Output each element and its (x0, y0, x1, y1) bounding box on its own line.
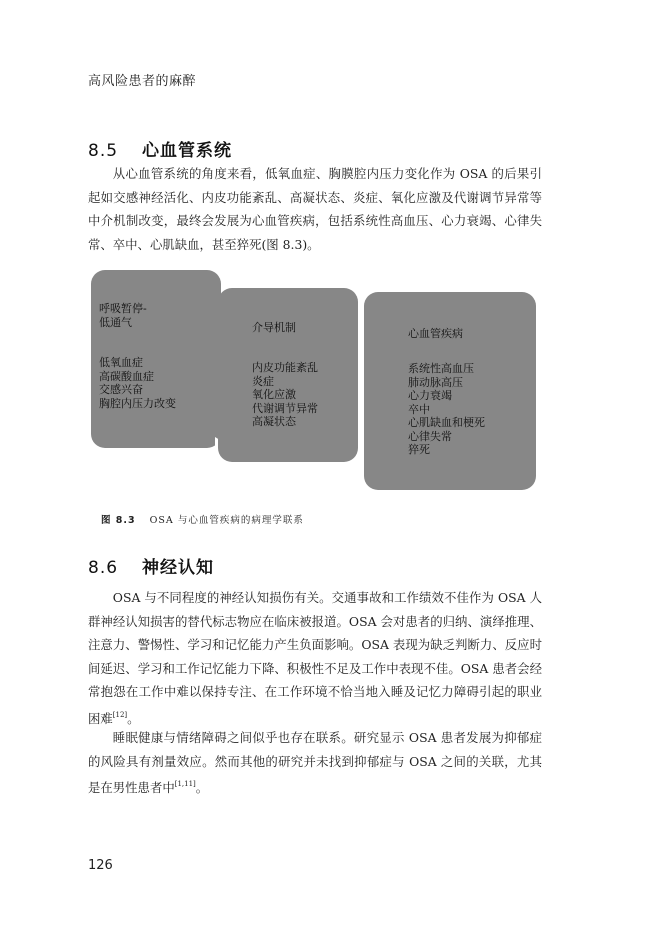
box-list-item: 心肌缺血和梗死 (408, 416, 485, 429)
figure-box-apnea (91, 270, 221, 448)
section-title-text: 神经认知 (142, 558, 214, 578)
figure-caption (101, 512, 304, 526)
figure-box-cardiovascular (364, 292, 536, 490)
box-list-item: 肺动脉高压 (408, 375, 463, 389)
box-list-item: 交感兴奋 (99, 383, 143, 396)
paragraph-end: 。 (127, 710, 140, 726)
box-list (252, 361, 318, 429)
box-heading-line: 心血管疾病 (408, 327, 463, 340)
figure-caption-label: 图 8.3 (101, 515, 136, 526)
section-title-text: 心血管系统 (142, 141, 232, 161)
box-heading-line: 呼吸暂停- (99, 302, 147, 315)
figure-caption-text: OSA 与心血管疾病的病理学联系 (149, 515, 304, 526)
box-list-item: 内皮功能紊乱 (252, 361, 318, 374)
box-list-item: 代谢调节异常 (252, 401, 318, 415)
box-heading-line: 低通气 (99, 315, 132, 329)
page-number: 126 (88, 858, 113, 873)
citation: [1,11] (174, 780, 196, 788)
section-8-6-paragraph-2 (88, 726, 542, 800)
box-list-item: 高凝状态 (252, 415, 296, 428)
paragraph-end: 。 (195, 780, 209, 795)
section-8-6-title (88, 553, 214, 578)
box-list-item: 氧化应激 (252, 388, 296, 401)
box-list-item: 胸腔内压力改变 (99, 396, 176, 410)
box-list-item: 炎症 (252, 374, 274, 388)
section-8-6-paragraph-1 (88, 586, 542, 730)
box-list-item: 猝死 (408, 443, 430, 456)
figure-box-mechanism (218, 288, 358, 462)
box-list (99, 356, 176, 410)
box-list-item: 系统性高血压 (408, 362, 474, 375)
box-list-item: 心力衰竭 (408, 389, 452, 402)
section-number: 8.6 (88, 558, 119, 578)
box-list-item: 低氧血症 (99, 356, 143, 369)
section-8-5-paragraph: 从心血管系统的角度来看，低氧血症、胸膜腔内压力变化作为 OSA 的后果引起如交感神经活化、内皮功能紊乱、高凝状态、炎症、氧化应激及代谢调节异常等中介机制改变，最终会发展为心血管疾病，包括系统性高血压、心力衰竭、心律失常、卒中、心肌缺血，甚至猝死(图 8.3)。 (88, 166, 542, 252)
paragraph-text: 睡眠健康与情绪障碍之间似乎也存在联系。研究显示 OSA 患者发展为抑郁症的风险具有剂量效应。然而其他的研究并未找到抑郁症与 OSA 之间的关联，尤其是在男性患者中 (88, 730, 542, 795)
section-number: 8.5 (88, 141, 119, 161)
running-head: 高风险患者的麻醉 (88, 74, 197, 89)
box-list-item: 高碳酸血症 (99, 369, 154, 383)
paragraph-text: OSA 与不同程度的神经认知损伤有关。交通事故和工作绩效不佳作为 OSA 人群神经认知损害的替代标志物应在临床被报道。OSA 会对患者的归纳、演绎推理、注意力、警惕性、学习和记忆能力产生负面影响。OSA 表现为缺乏判断力、反应时间延迟、学习和工作记忆能力下降、积极性不足及工作中表现不佳。OSA 患者会经常抱怨在工作中难以保持专注、在工作环境不恰当地入睡及记忆力障碍引起的职业困难 (88, 590, 542, 726)
box-heading (252, 321, 296, 335)
box-heading-line: 介导机制 (252, 321, 296, 334)
box-list (408, 362, 485, 457)
box-list-item: 心律失常 (408, 429, 452, 443)
citation: [12] (112, 710, 128, 719)
section-8-5-title (88, 136, 232, 161)
figure-8-3 (88, 268, 536, 496)
box-heading (408, 327, 463, 341)
box-heading (99, 302, 147, 329)
box-list-item: 卒中 (408, 402, 430, 416)
